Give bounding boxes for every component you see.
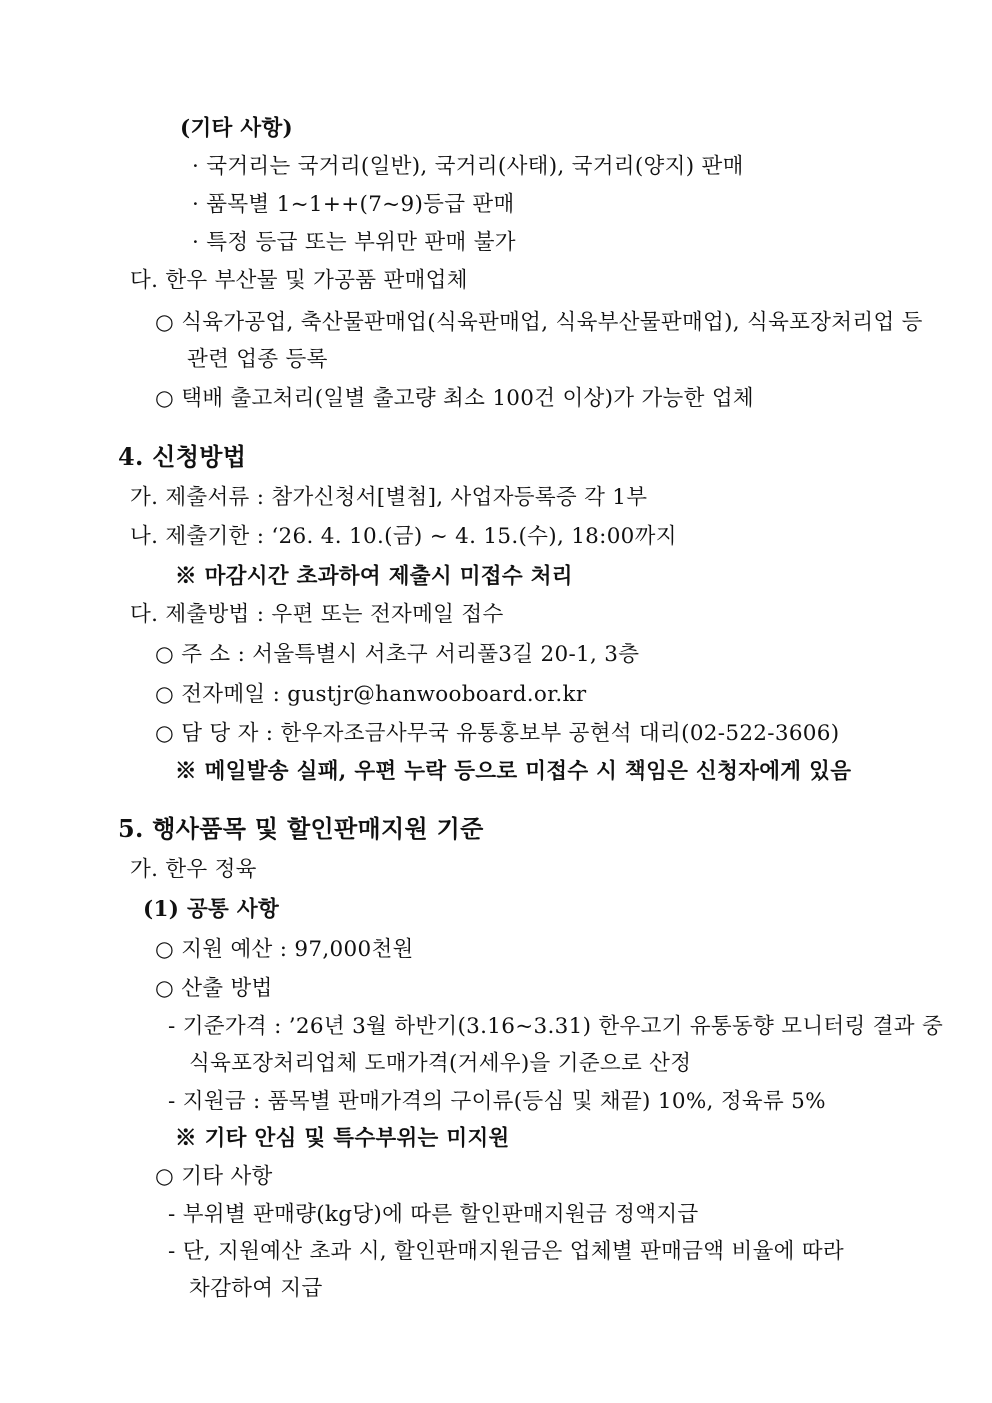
subsection-ga: 가. 한우 정육 (130, 857, 257, 882)
etc-item: · 품목별 1~1++(7~9)등급 판매 (192, 192, 515, 217)
etc-item-2-continuation: 차감하여 지급 (189, 1276, 323, 1301)
email-line: ○ 전자메일 : gustjr@hanwooboard.or.kr (155, 682, 587, 707)
address-line: ○ 주 소 : 서울특별시 서초구 서리풀3길 20-1, 3층 (155, 642, 640, 667)
submission-documents: 가. 제출서류 : 참가신청서[별첨], 사업자등록증 각 1부 (130, 485, 648, 510)
budget-line: ○ 지원 예산 : 97,000천원 (155, 937, 414, 962)
deadline-note: ※ 마감시간 초과하여 제출시 미접수 처리 (175, 564, 573, 589)
section-4-title: 4. 신청방법 (118, 442, 247, 471)
etc-item: · 국거리는 국거리(일반), 국거리(사태), 국거리(양지) 판매 (192, 154, 744, 179)
standard-price-continuation: 식육포장처리업체 도매가격(거세우)을 기준으로 산정 (189, 1051, 692, 1076)
etc-line: ○ 기타 사항 (155, 1164, 273, 1189)
etc-item-2: - 단, 지원예산 초과 시, 할인판매지원금은 업체별 판매금액 비율에 따라 (168, 1239, 844, 1264)
etc-item: · 특정 등급 또는 부위만 판매 불가 (192, 230, 516, 255)
etc-heading: (기타 사항) (180, 116, 294, 141)
responsibility-note: ※ 메일발송 실패, 우편 누락 등으로 미접수 시 책임은 신청자에게 있음 (175, 759, 852, 784)
section-5-title: 5. 행사품목 및 할인판매지원 기준 (118, 814, 484, 843)
list-item: ○ 식육가공업, 축산물판매업(식육판매업, 식육부산물판매업), 식육포장처리업 등 (155, 310, 923, 335)
etc-item-1: - 부위별 판매량(kg당)에 따른 할인판매지원금 정액지급 (168, 1202, 699, 1227)
method-line: ○ 산출 방법 (155, 976, 273, 1001)
common-items-heading: (1) 공통 사항 (143, 897, 280, 922)
standard-price-line: - 기준가격 : ’26년 3월 하반기(3.16~3.31) 한우고기 유통동향 모니터링 결과 중 (168, 1014, 944, 1039)
support-note: ※ 기타 안심 및 특수부위는 미지원 (175, 1126, 510, 1151)
section-da-title: 다. 한우 부산물 및 가공품 판매업체 (130, 268, 468, 293)
submission-method: 다. 제출방법 : 우편 또는 전자메일 접수 (130, 602, 504, 627)
contact-line: ○ 담 당 자 : 한우자조금사무국 유통홍보부 공현석 대리(02-522-3606) (155, 721, 840, 746)
submission-deadline: 나. 제출기한 : ‘26. 4. 10.(금) ~ 4. 15.(수), 18:00까지 (130, 524, 677, 549)
list-item: ○ 택배 출고처리(일별 출고량 최소 100건 이상)가 가능한 업체 (155, 386, 754, 411)
list-item-continuation: 관련 업종 등록 (187, 347, 328, 372)
support-amount-line: - 지원금 : 품목별 판매가격의 구이류(등심 및 채끝) 10%, 정육류 5% (168, 1089, 826, 1114)
